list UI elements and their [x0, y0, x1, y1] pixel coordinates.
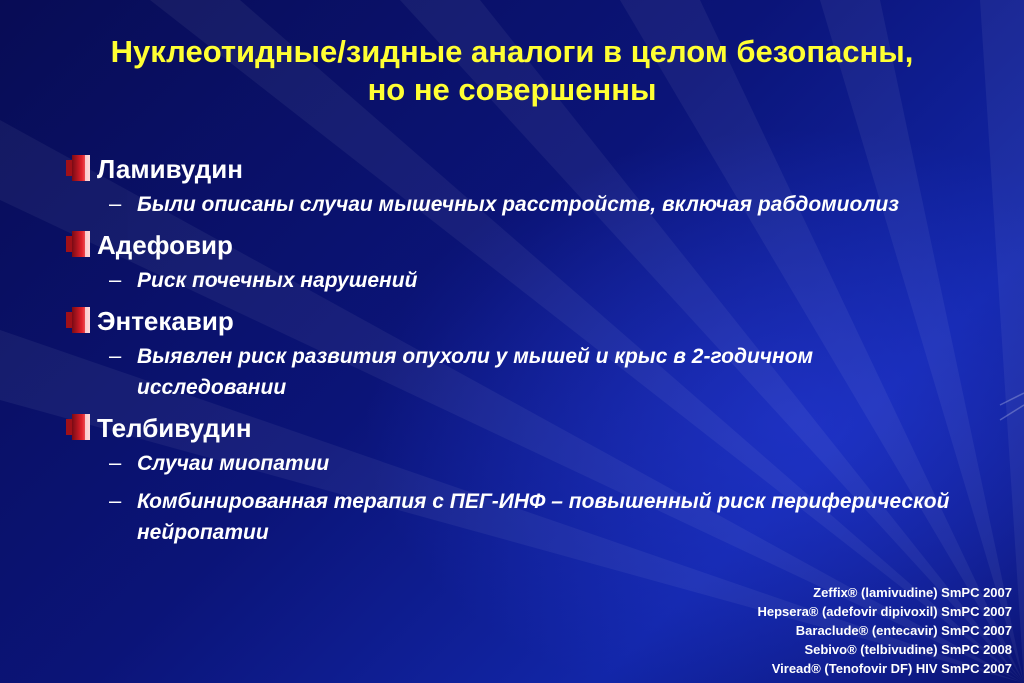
bullet-item [66, 410, 966, 548]
sub-bullet [66, 341, 966, 403]
sub-bullet [66, 448, 966, 479]
bullet-item [66, 303, 966, 403]
reference-line: Zeffix® (lamivudine) SmPC 2007 [813, 585, 1012, 600]
dash-glyph: – [109, 191, 122, 216]
red-square-bullet-icon [66, 414, 90, 440]
bullet-item [66, 151, 966, 220]
sub-bullet-text: Выявлен риск развития опухоли у мышей и крыс в 2-годичном исследовании [137, 345, 814, 399]
reference-line: Baraclude® (entecavir) SmPC 2007 [795, 623, 1012, 638]
sub-bullet-text: Риск почечных нарушений [137, 269, 418, 292]
dash-glyph: – [109, 343, 122, 368]
slide-title [0, 33, 1024, 109]
dash-glyph: – [109, 488, 122, 513]
slide-title-line-2: но не совершенны [367, 72, 657, 107]
references [757, 583, 1012, 678]
red-square-bullet-icon [66, 231, 90, 257]
reference-line: Viread® (Tenofovir DF) HIV SmPC 2007 [771, 661, 1012, 676]
bullet-label: Ламивудин [97, 154, 243, 184]
dash-glyph: – [109, 450, 122, 475]
dash-glyph: – [109, 267, 122, 292]
sub-bullet [66, 265, 966, 296]
reference-line: Hepsera® (adefovir dipivoxil) SmPC 2007 [757, 604, 1012, 619]
sub-bullet-text: Комбинированная терапия с ПЕГ-ИНФ – повышенный риск периферической нейропатии [137, 490, 950, 544]
red-square-bullet-icon [66, 155, 90, 181]
sub-bullet-text: Были описаны случаи мышечных расстройств, включая рабдомиолиз [137, 193, 899, 216]
sub-bullet [66, 486, 966, 548]
reference-line: Sebivo® (telbivudine) SmPC 2008 [804, 642, 1012, 657]
bullet-list [66, 151, 966, 555]
sub-bullet-text: Случаи миопатии [137, 452, 330, 475]
slide-title-line-1: Нуклеотидные/зидные аналоги в целом безопасны, [110, 34, 914, 69]
bullet-label: Адефовир [97, 230, 233, 260]
bullet-item [66, 227, 966, 296]
red-square-bullet-icon [66, 307, 90, 333]
bullet-label: Телбивудин [97, 413, 252, 443]
sub-bullet [66, 189, 966, 220]
bullet-label: Энтекавир [97, 306, 234, 336]
